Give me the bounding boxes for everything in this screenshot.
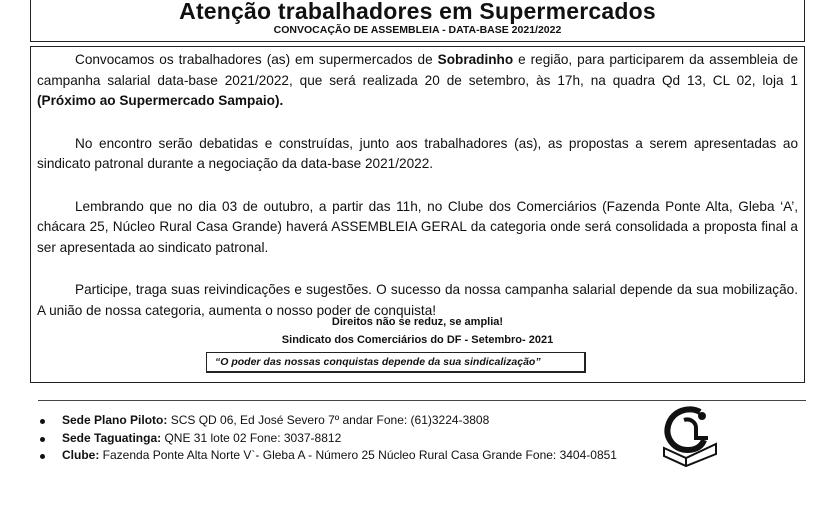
bullet-icon: [40, 454, 45, 459]
address-highlight: (Próximo ao Supermercado Sampaio).: [37, 93, 284, 108]
list-item: [40, 430, 617, 448]
footer-divider: [38, 400, 806, 401]
notice-box: [30, 46, 805, 383]
bullet-icon: [40, 437, 45, 442]
paragraph-convocation: [37, 50, 798, 112]
bullet-icon: [40, 419, 45, 424]
list-item: [40, 447, 617, 465]
contact-label: Sede Plano Piloto:: [62, 413, 168, 427]
paragraph-text: Convocamos os trabalhadores (as) em supermercados de: [75, 52, 438, 67]
paragraph-debate: No encontro serão debatidas e construídas, junto aos trabalhadores (as), as propostas a serem apresentadas ao sindicato patronal durante a negociação da data-base 2021/2022.: [37, 135, 798, 171]
signature: Sindicato dos Comerciários do DF - Setembro- 2021: [281, 334, 554, 346]
location-highlight: Sobradinho: [437, 52, 514, 67]
contact-list: [40, 412, 617, 465]
union-logo-icon: [656, 404, 722, 468]
list-item: [40, 412, 617, 430]
contact-text: QNE 31 lote 02 Fone: 3037-8812: [161, 430, 342, 445]
paragraph-general-assembly: Lembrando que no dia 03 de outubro, a partir das 11h, no Clube dos Comerciários (Fazenda Ponte Alta, Gleba ‘A’, chácara 25, Núcleo Rural Casa Grande) haverá ASSEMBLEIA GERAL da categoria onde será consolidada a proposta final a ser apresentada ao sindicato patronal.: [37, 198, 798, 255]
contact-label: Clube:: [62, 448, 100, 462]
contact-text: Fazenda Ponte Alta Norte V`- Gleba A - Número 25 Núcleo Rural Casa Grande Fone: 3404-0851: [99, 448, 617, 462]
header-box: [30, 0, 805, 42]
paragraph-participate: Participe, traga suas reivindicações e sugestões. O sucesso da nossa campanha salarial depende da sua mobilização. A união de nossa categoria, aumenta o nosso poder de conquista!: [37, 282, 798, 318]
paragraph-text: e região, para participarem da assembleia de campanha salarial data-base 2021/2022, que será realizada 20 de setembro, às 17h, na quadra Qd 13, CL 02, loja 1: [37, 52, 798, 88]
contact-label: Sede Taguatinga:: [62, 430, 162, 445]
notice-body: [37, 50, 798, 321]
contact-text: SCS QD 06, Ed José Severo 7º andar Fone: (61)3224-3808: [167, 413, 490, 427]
page-title: Atenção trabalhadores em Supermercados: [179, 0, 656, 24]
slogan-box: “O poder das nossas conquistas depende da sua sindicalização”: [206, 352, 586, 373]
page-subtitle: CONVOCAÇÃO DE ASSEMBLEIA - DATA-BASE 2021/2022: [273, 24, 562, 36]
motto: Direitos não se reduz, se amplia!: [331, 316, 504, 328]
